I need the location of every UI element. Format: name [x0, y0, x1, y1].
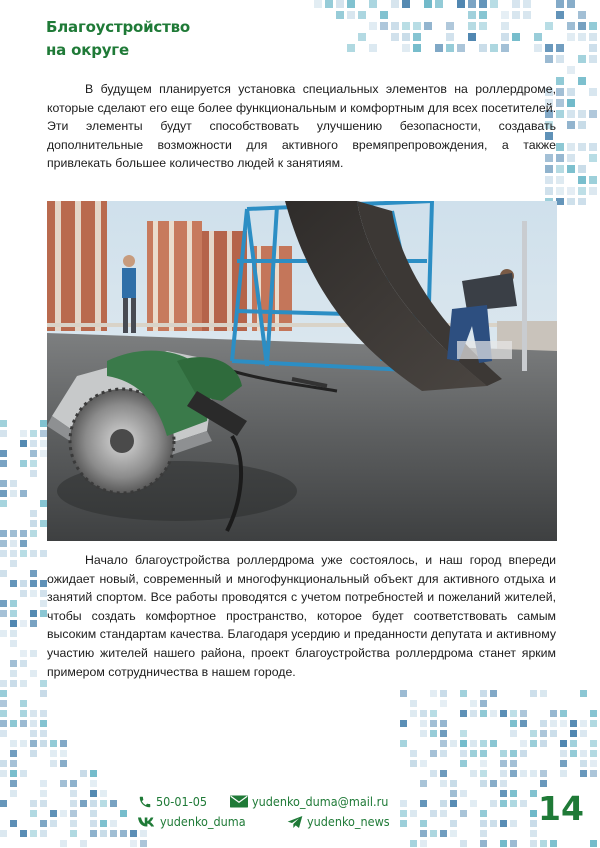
footer-telegram[interactable]	[287, 814, 390, 829]
section-title-line2: на округе	[46, 41, 129, 59]
footer-phone-text: 50-01-05	[156, 794, 208, 809]
footer-vk-text: yudenko_duma	[160, 814, 246, 829]
paragraph-intro: В будущем планируется установка специальных элементов на роллердроме, которые сделают его еще более функциональным и комфортным для всех посетителей. Эти элементы будут способствовать улучшению безопасности, создавать дополнительные возможности для активного времяпрепровождения, а также привлекать большее количество людей к занятиям.	[47, 82, 556, 171]
section-title	[46, 16, 190, 62]
footer-phone[interactable]	[138, 794, 207, 809]
page-number: 14	[538, 789, 584, 828]
footer-email-text: yudenko_duma@mail.ru	[252, 794, 389, 809]
section-title-line1: Благоустройство	[46, 18, 190, 36]
telegram-icon	[287, 815, 303, 829]
footer-email[interactable]	[230, 794, 388, 809]
paragraph-progress: Начало благоустройства роллердрома уже состоялось, и наш город впереди ожидает новый, современный и многофункциональный объект для активного отдыха и занятий спортом. Все работы проводятся с учетом потребностей и пожеланий жителей, чтобы создать комфортное пространство, которое будет соответствовать самым высоким стандартам качества. Благодаря усердию и преданности депутата и активному участию жителей нашего района, проект благоустройства роллердрома станет ярким примером сотрудничества в нашем городе.	[47, 553, 556, 679]
envelope-icon	[230, 795, 248, 808]
rollerdrome-construction-photo	[47, 201, 557, 541]
footer-telegram-text: yudenko_news	[307, 814, 390, 829]
phone-icon	[138, 795, 152, 809]
vk-icon	[138, 816, 156, 828]
footer-vk[interactable]	[138, 814, 246, 829]
